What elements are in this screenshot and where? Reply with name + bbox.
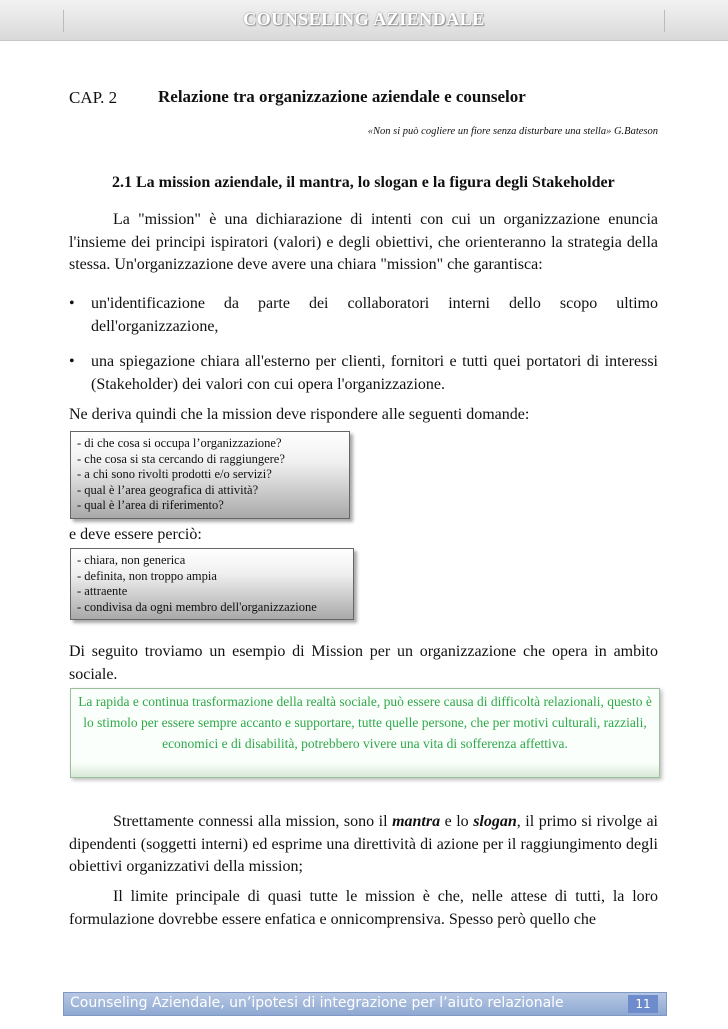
limit-paragraph: Il limite principale di quasi tutte le mission è che, nelle attese di tutti, la loro formulazione dovrebbe essere enfatica e onnicomprensiva. Spesso però quello che bbox=[69, 888, 658, 928]
quality-item: - attraente bbox=[77, 584, 128, 598]
section-title: 2.1 La mission aziendale, il mantra, lo slogan e la figura degli Stakeholder bbox=[112, 174, 615, 191]
quality-item: - definita, non troppo ampia bbox=[77, 568, 217, 583]
question-item: - di che cosa si occupa l’organizzazione? bbox=[77, 436, 282, 450]
bullet-icon: • bbox=[69, 295, 75, 312]
chapter-title: Relazione tra organizzazione aziendale e counselor bbox=[158, 87, 526, 106]
header-divider bbox=[664, 10, 665, 32]
header-title: COUNSELING AZIENDALE bbox=[243, 9, 485, 29]
footer-text: Counseling Aziendale, un’ipotesi di integrazione per l’aiuto relazionale bbox=[70, 995, 564, 1011]
question-item: - che cosa si sta cercando di raggiungere? bbox=[77, 451, 285, 466]
bullet-icon: • bbox=[69, 353, 75, 370]
quality-item: - condivisa da ogni membro dell'organizzazione bbox=[77, 599, 317, 614]
chapter-label: CAP. 2 bbox=[69, 88, 118, 107]
qualities-box bbox=[70, 548, 354, 620]
mantra-term: mantra bbox=[392, 813, 441, 830]
intro-paragraph: La "mission" è una dichiarazione di intenti con cui un organizzazione enuncia l'insieme dei principi ispiratori (valori) e degli obiettivi, che orienteranno la strategia della stessa. Un'organizzazione deve avere una chiara "mission" che garantisca: bbox=[69, 211, 658, 273]
quality-item: - chiara, non generica bbox=[77, 553, 186, 567]
slogan-term: slogan bbox=[473, 813, 517, 830]
page-number: 11 bbox=[628, 995, 658, 1013]
epigraph-quote: «Non si può cogliere un fiore senza disturbare una stella» G.Bateson bbox=[367, 126, 658, 137]
list-item bbox=[69, 351, 658, 396]
qualities-intro: e deve essere perciò: bbox=[69, 526, 202, 543]
page-footer bbox=[63, 992, 667, 1016]
mantra-text-1: Strettamente connessi alla mission, sono il bbox=[113, 813, 393, 830]
question-item: - a chi sono rivolti prodotti e/o servizi? bbox=[77, 467, 272, 481]
mission-example-box bbox=[70, 688, 660, 778]
mantra-text-3: , il primo si rivolge ai dipendenti (soggetti interni) ed esprime una direttività di azione per il raggiungimento degli obiettivi organizzativi della mission; bbox=[69, 813, 658, 875]
mantra-text-2: e lo bbox=[440, 813, 474, 830]
questions-box bbox=[70, 431, 350, 519]
list-item bbox=[69, 293, 658, 338]
page-header bbox=[0, 0, 728, 41]
question-item: - qual è l’area di riferimento? bbox=[77, 498, 224, 512]
question-item: - qual è l’area geografica di attività? bbox=[77, 482, 259, 497]
mission-example-text: La rapida e continua trasformazione della realtà sociale, può essere causa di difficoltà relazionali, questo è lo stimolo per essere sempre accanto e supportare, tutte quelle persone, che per motivi culturali, razziali, economici e di disabilità, potrebbero vivere una vita di sofferenza affettiva. bbox=[78, 694, 652, 751]
questions-intro: Ne deriva quindi che la mission deve rispondere alle seguenti domande: bbox=[69, 406, 530, 423]
mantra-paragraph bbox=[69, 811, 658, 879]
list-item-text: una spiegazione chiara all'esterno per clienti, fornitori e tutti quei portatori di interessi (Stakeholder) dei valori con cui opera l'organizzazione. bbox=[91, 353, 658, 393]
example-intro: Di seguito troviamo un esempio di Mission per un organizzazione che opera in ambito sociale. bbox=[69, 643, 658, 683]
list-item-text: un'identificazione da parte dei collaboratori interni dello scopo ultimo dell'organizzazione, bbox=[91, 295, 658, 335]
